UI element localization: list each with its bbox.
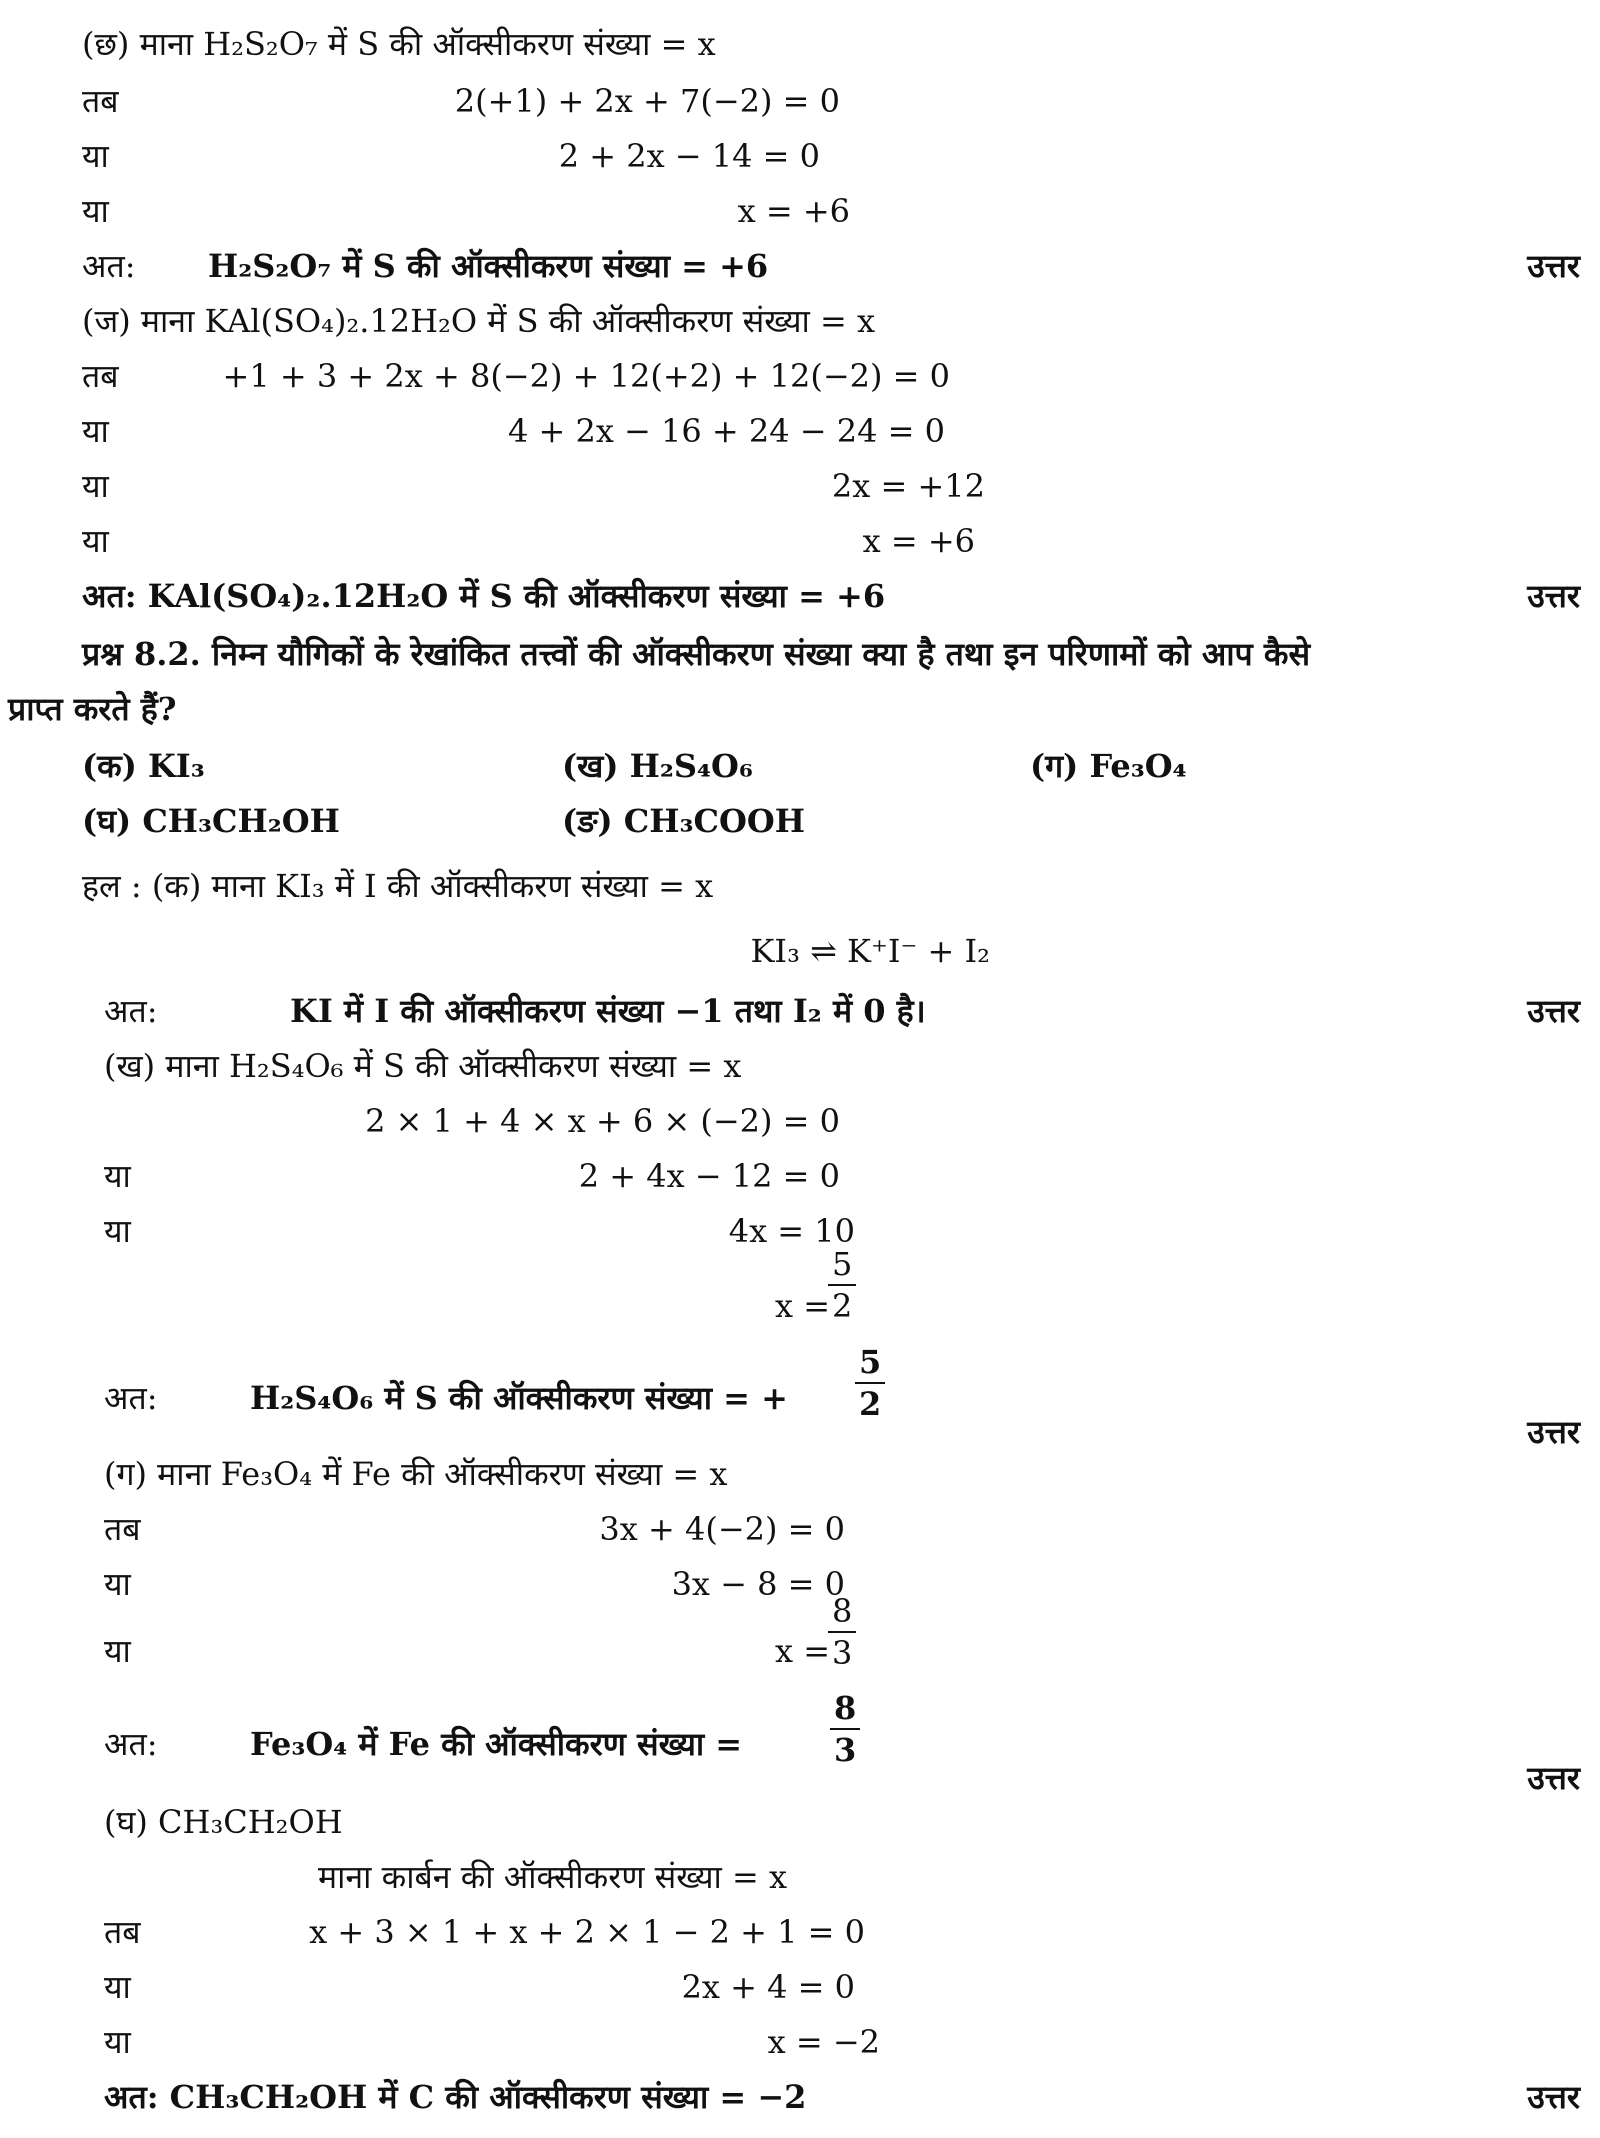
- equation-line: [0, 1150, 1600, 1202]
- equation-line: [0, 1205, 1600, 1257]
- equation: 4 + 2x − 16 + 24 − 24 = 0: [507, 412, 945, 450]
- solution-gha-sub-line: [0, 1851, 1600, 1903]
- equation: 2 + 2x − 14 = 0: [558, 137, 820, 175]
- conclusion-text: Fe₃O₄ में Fe की ऑक्सीकरण संख्या =: [250, 1725, 743, 1763]
- option-gha: (घ) CH₃CH₂OH: [82, 802, 340, 840]
- part-chh-title: (छ) माना H₂S₂O₇ में S की ऑक्सीकरण संख्या = x: [82, 25, 716, 63]
- solution-ga-title: (ग) माना Fe₃O₄ में Fe की ऑक्सीकरण संख्या = x: [104, 1455, 728, 1493]
- solution-gha-title-line: [0, 1796, 1600, 1848]
- options-row: [0, 795, 1600, 847]
- equation: x + 3 × 1 + x + 2 × 1 − 2 + 1 = 0: [309, 1913, 865, 1951]
- equation: 2x = +12: [831, 467, 985, 505]
- solution-ka-title-line: [0, 860, 1600, 912]
- solution-ga-title-line: [0, 1448, 1600, 1500]
- step-label: या: [82, 137, 109, 175]
- conclusion-text: H₂S₄O₆ में S की ऑक्सीकरण संख्या = +: [250, 1379, 788, 1417]
- solution-kha-title: (ख) माना H₂S₄O₆ में S की ऑक्सीकरण संख्या = x: [104, 1047, 742, 1085]
- step-label: या: [104, 1968, 131, 2006]
- conclusion-line: [0, 1343, 1600, 1451]
- equation: 2 + 4x − 12 = 0: [578, 1157, 840, 1195]
- equation: x = +6: [862, 522, 975, 560]
- fraction-lhs: x =: [775, 1287, 831, 1325]
- options-row: [0, 740, 1600, 792]
- fraction-line: [0, 1592, 1600, 1677]
- equation-line: [0, 130, 1600, 182]
- conclusion-text: अत: KAl(SO₄)₂.12H₂O में S की ऑक्सीकरण संख्या = +6: [82, 577, 886, 615]
- conclusion-line: [0, 985, 1600, 1037]
- fraction-denominator: 3: [832, 1634, 853, 1672]
- equation-line: [0, 185, 1600, 237]
- step-label: तब: [82, 357, 119, 395]
- equation: x = +6: [737, 192, 850, 230]
- option-ga: (ग) Fe₃O₄: [1030, 747, 1187, 785]
- fraction: [830, 1688, 860, 1770]
- step-label: या: [82, 522, 109, 560]
- conclusion-label: अत:: [104, 992, 158, 1030]
- equation: x = −2: [767, 2023, 880, 2061]
- fraction: [855, 1342, 885, 1424]
- conclusion-label: अत:: [104, 1725, 158, 1763]
- equation-line: [0, 350, 1600, 402]
- conclusion-label: अत:: [82, 247, 136, 285]
- conclusion-line: [0, 240, 1600, 292]
- equation-line: [0, 1558, 1600, 1610]
- part-ja-title: (ज) माना KAl(SO₄)₂.12H₂O में S की ऑक्सीकरण संख्या = x: [82, 302, 876, 340]
- conclusion-text: H₂S₂O₇ में S की ऑक्सीकरण संख्या = +6: [208, 247, 769, 285]
- solution-gha-title: (घ) CH₃CH₂OH: [104, 1803, 343, 1841]
- equation-line: [0, 1095, 1600, 1147]
- conclusion-label: अत:: [104, 1379, 158, 1417]
- fraction-numerator: 5: [828, 1244, 856, 1286]
- equation: 4x = 10: [728, 1212, 855, 1250]
- solution-kha-title-line: [0, 1040, 1600, 1092]
- equation-line: [0, 405, 1600, 457]
- fraction-numerator: 8: [828, 1591, 856, 1633]
- equation-line: [0, 1906, 1600, 1958]
- step-label: या: [104, 1565, 131, 1603]
- equation-line: [0, 460, 1600, 512]
- fraction-denominator: 3: [834, 1731, 857, 1769]
- step-label: या: [82, 412, 109, 450]
- equation-line: [0, 1503, 1600, 1555]
- equation: +1 + 3 + 2x + 8(−2) + 12(+2) + 12(−2) = 0: [222, 357, 950, 395]
- fraction-numerator: 5: [855, 1342, 885, 1384]
- equation: 2 × 1 + 4 × x + 6 × (−2) = 0: [365, 1102, 840, 1140]
- option-ka: (क) KI₃: [82, 747, 205, 785]
- solution-gha-sub: माना कार्बन की ऑक्सीकरण संख्या = x: [318, 1858, 788, 1896]
- step-label: या: [82, 467, 109, 505]
- option-nga: (ङ) CH₃COOH: [562, 802, 805, 840]
- step-label: तब: [104, 1510, 141, 1548]
- answer-label: उत्तर: [1527, 247, 1580, 285]
- step-label: या: [104, 1157, 131, 1195]
- equation: 2(+1) + 2x + 7(−2) = 0: [454, 82, 840, 120]
- question-text-cont: प्राप्त करते हैं?: [8, 690, 177, 728]
- step-label: तब: [104, 1913, 141, 1951]
- reaction-line: [0, 925, 1600, 977]
- question-line: [0, 683, 1600, 735]
- reaction-equation: KI₃ ⇌ K⁺I⁻ + I₂: [750, 932, 990, 970]
- option-kha: (ख) H₂S₄O₆: [562, 747, 753, 785]
- step-label: या: [104, 1632, 131, 1670]
- equation: 3x − 8 = 0: [671, 1565, 845, 1603]
- answer-label: उत्तर: [1527, 992, 1580, 1030]
- fraction: [828, 1244, 856, 1326]
- fraction-numerator: 8: [830, 1688, 860, 1730]
- part-chh-title-line: [0, 18, 1600, 70]
- step-label: या: [104, 2023, 131, 2061]
- conclusion-line: [0, 1689, 1600, 1797]
- part-ja-title-line: [0, 295, 1600, 347]
- step-label: या: [82, 192, 109, 230]
- answer-label: उत्तर: [1527, 2078, 1580, 2116]
- fraction: [828, 1591, 856, 1673]
- equation-line: [0, 2016, 1600, 2068]
- question-text: प्रश्न 8.2. निम्न यौगिकों के रेखांकित तत्त्वों की ऑक्सीकरण संख्या क्या है तथा इन परिणामों को आप कैसे: [82, 635, 1311, 673]
- fraction-denominator: 2: [859, 1385, 882, 1423]
- answer-label: उत्तर: [1527, 577, 1580, 615]
- conclusion-line: [0, 2071, 1600, 2123]
- equation-line: [0, 515, 1600, 567]
- step-label: या: [104, 1212, 131, 1250]
- conclusion-text: अत: CH₃CH₂OH में C की ऑक्सीकरण संख्या = −2: [104, 2078, 807, 2116]
- equation-line: [0, 1961, 1600, 2013]
- conclusion-line: [0, 570, 1600, 622]
- fraction-denominator: 2: [832, 1287, 853, 1325]
- equation: 3x + 4(−2) = 0: [599, 1510, 845, 1548]
- step-label: तब: [82, 82, 119, 120]
- fraction-line: [0, 1245, 1600, 1332]
- equation-line: [0, 75, 1600, 127]
- fraction-lhs: x =: [775, 1632, 831, 1670]
- question-line: [0, 628, 1600, 680]
- answer-label: उत्तर: [1527, 1413, 1580, 1451]
- answer-label: उत्तर: [1527, 1759, 1580, 1797]
- conclusion-text: KI में I की ऑक्सीकरण संख्या −1 तथा I₂ में 0 है।: [290, 992, 926, 1030]
- solution-ka-title: हल : (क) माना KI₃ में I की ऑक्सीकरण संख्या = x: [82, 867, 714, 905]
- equation: 2x + 4 = 0: [681, 1968, 855, 2006]
